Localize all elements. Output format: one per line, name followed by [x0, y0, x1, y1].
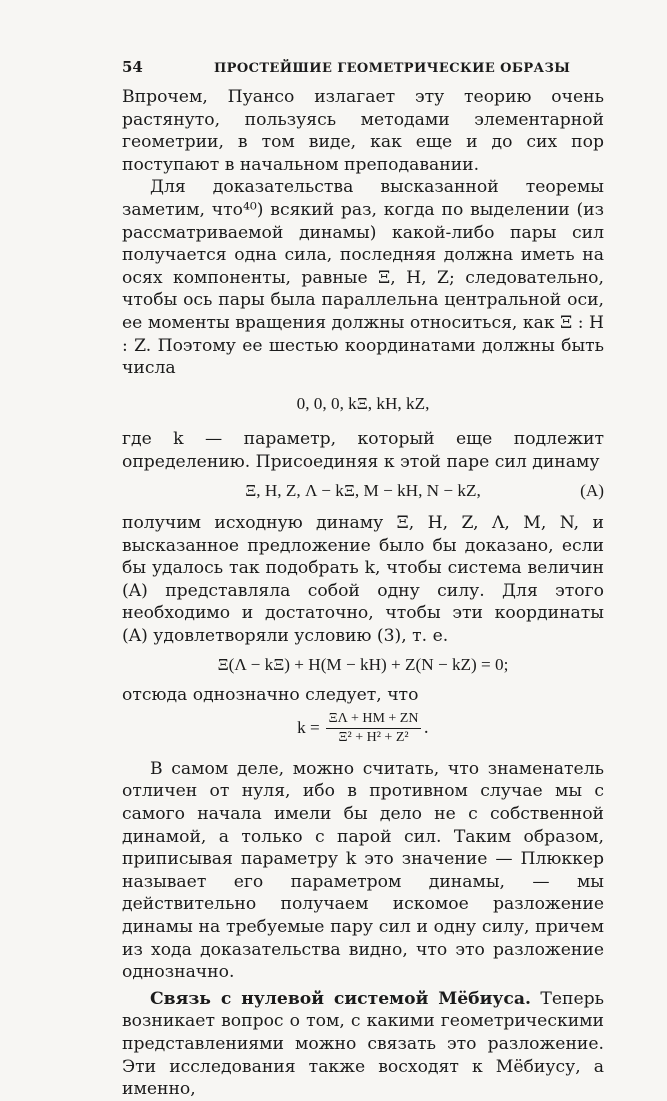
paragraph-4: получим исходную динаму Ξ, H, Z, Λ, M, N, и высказанное предложение было бы доказано, если бы удалось так подобрать k, чтобы система величин (A) представляла собой одну силу. Для этого необходимо и достаточно, чтобы эти координаты (A) удовлетворяли условию (3), т. е. [122, 513, 604, 647]
formula-k-numerator: ΞΛ + HM + ZN [326, 711, 422, 729]
paragraph-1: Впрочем, Пуансо излагает эту теорию очень растянуто, пользуясь методами элементарной геометрии, в том виде, как еще и до сих пор поступают в начальном преподавании. [122, 87, 604, 175]
page-number: 54 [122, 58, 143, 76]
formula-a-label: (A) [580, 480, 604, 500]
paragraph-3: где k — параметр, который еще подлежит определению. Присоединяя к этой паре сил динаму [122, 429, 604, 472]
formula-k-fraction [326, 711, 422, 746]
page-header [122, 58, 604, 76]
paragraph-7-body: Теперь возникает вопрос о том, с какими геометрическими представлениями можно связать это разложение. Эти исследования также восходят к Мёбиусу, а именно, [122, 988, 605, 1100]
formula-k-lhs: k = [297, 718, 320, 738]
formula-coordinates: 0, 0, 0, kΞ, kH, kZ, [296, 393, 430, 413]
formula-a-expression: Ξ, H, Z, Λ − kΞ, M − kH, N − kZ, [245, 480, 481, 500]
formula-k [122, 711, 604, 746]
formula-k-period: . [423, 718, 429, 739]
paragraph-5: отсюда однозначно следует, что [122, 685, 419, 706]
formula-a [122, 480, 604, 503]
formula-condition: Ξ(Λ − kΞ) + H(M − kH) + Z(N − kZ) = 0; [217, 654, 509, 674]
paragraph-7 [122, 988, 604, 1101]
formula-k-denominator: Ξ² + H² + Z² [338, 729, 409, 745]
paragraph-2: Для доказательства высказанной теоремы заметим, что⁴⁰) всякий раз, когда по выделении (из рассматриваемой динамы) какой-либо пары сил получается одна сила, последняя должна иметь на осях компоненты, равные Ξ, H, Z; следовательно, чтобы ось пары была параллельна центральной оси, ее моменты вращения должны относиться, как Ξ : H : Z. Поэтому ее шестью координатами должны быть числа [122, 177, 604, 379]
section-heading: Связь с нулевой системой Мёбиуса. [150, 988, 531, 1009]
running-title: ПРОСТЕЙШИЕ ГЕОМЕТРИЧЕСКИЕ ОБРАЗЫ [214, 61, 571, 76]
page [122, 58, 604, 1101]
paragraph-6: В самом деле, можно считать, что знаменатель отличен от нуля, ибо в противном случае мы с самого начала имели бы дело не с собственной динамой, а только с парой сил. Таким образом, приписывая параметру k это значение — Плюккер называет его параметром динамы, — мы действительно получаем искомое разложение динамы на требуемые пару сил и одну силу, причем из хода доказательства видно, что это разложение однозначно. [122, 758, 604, 983]
